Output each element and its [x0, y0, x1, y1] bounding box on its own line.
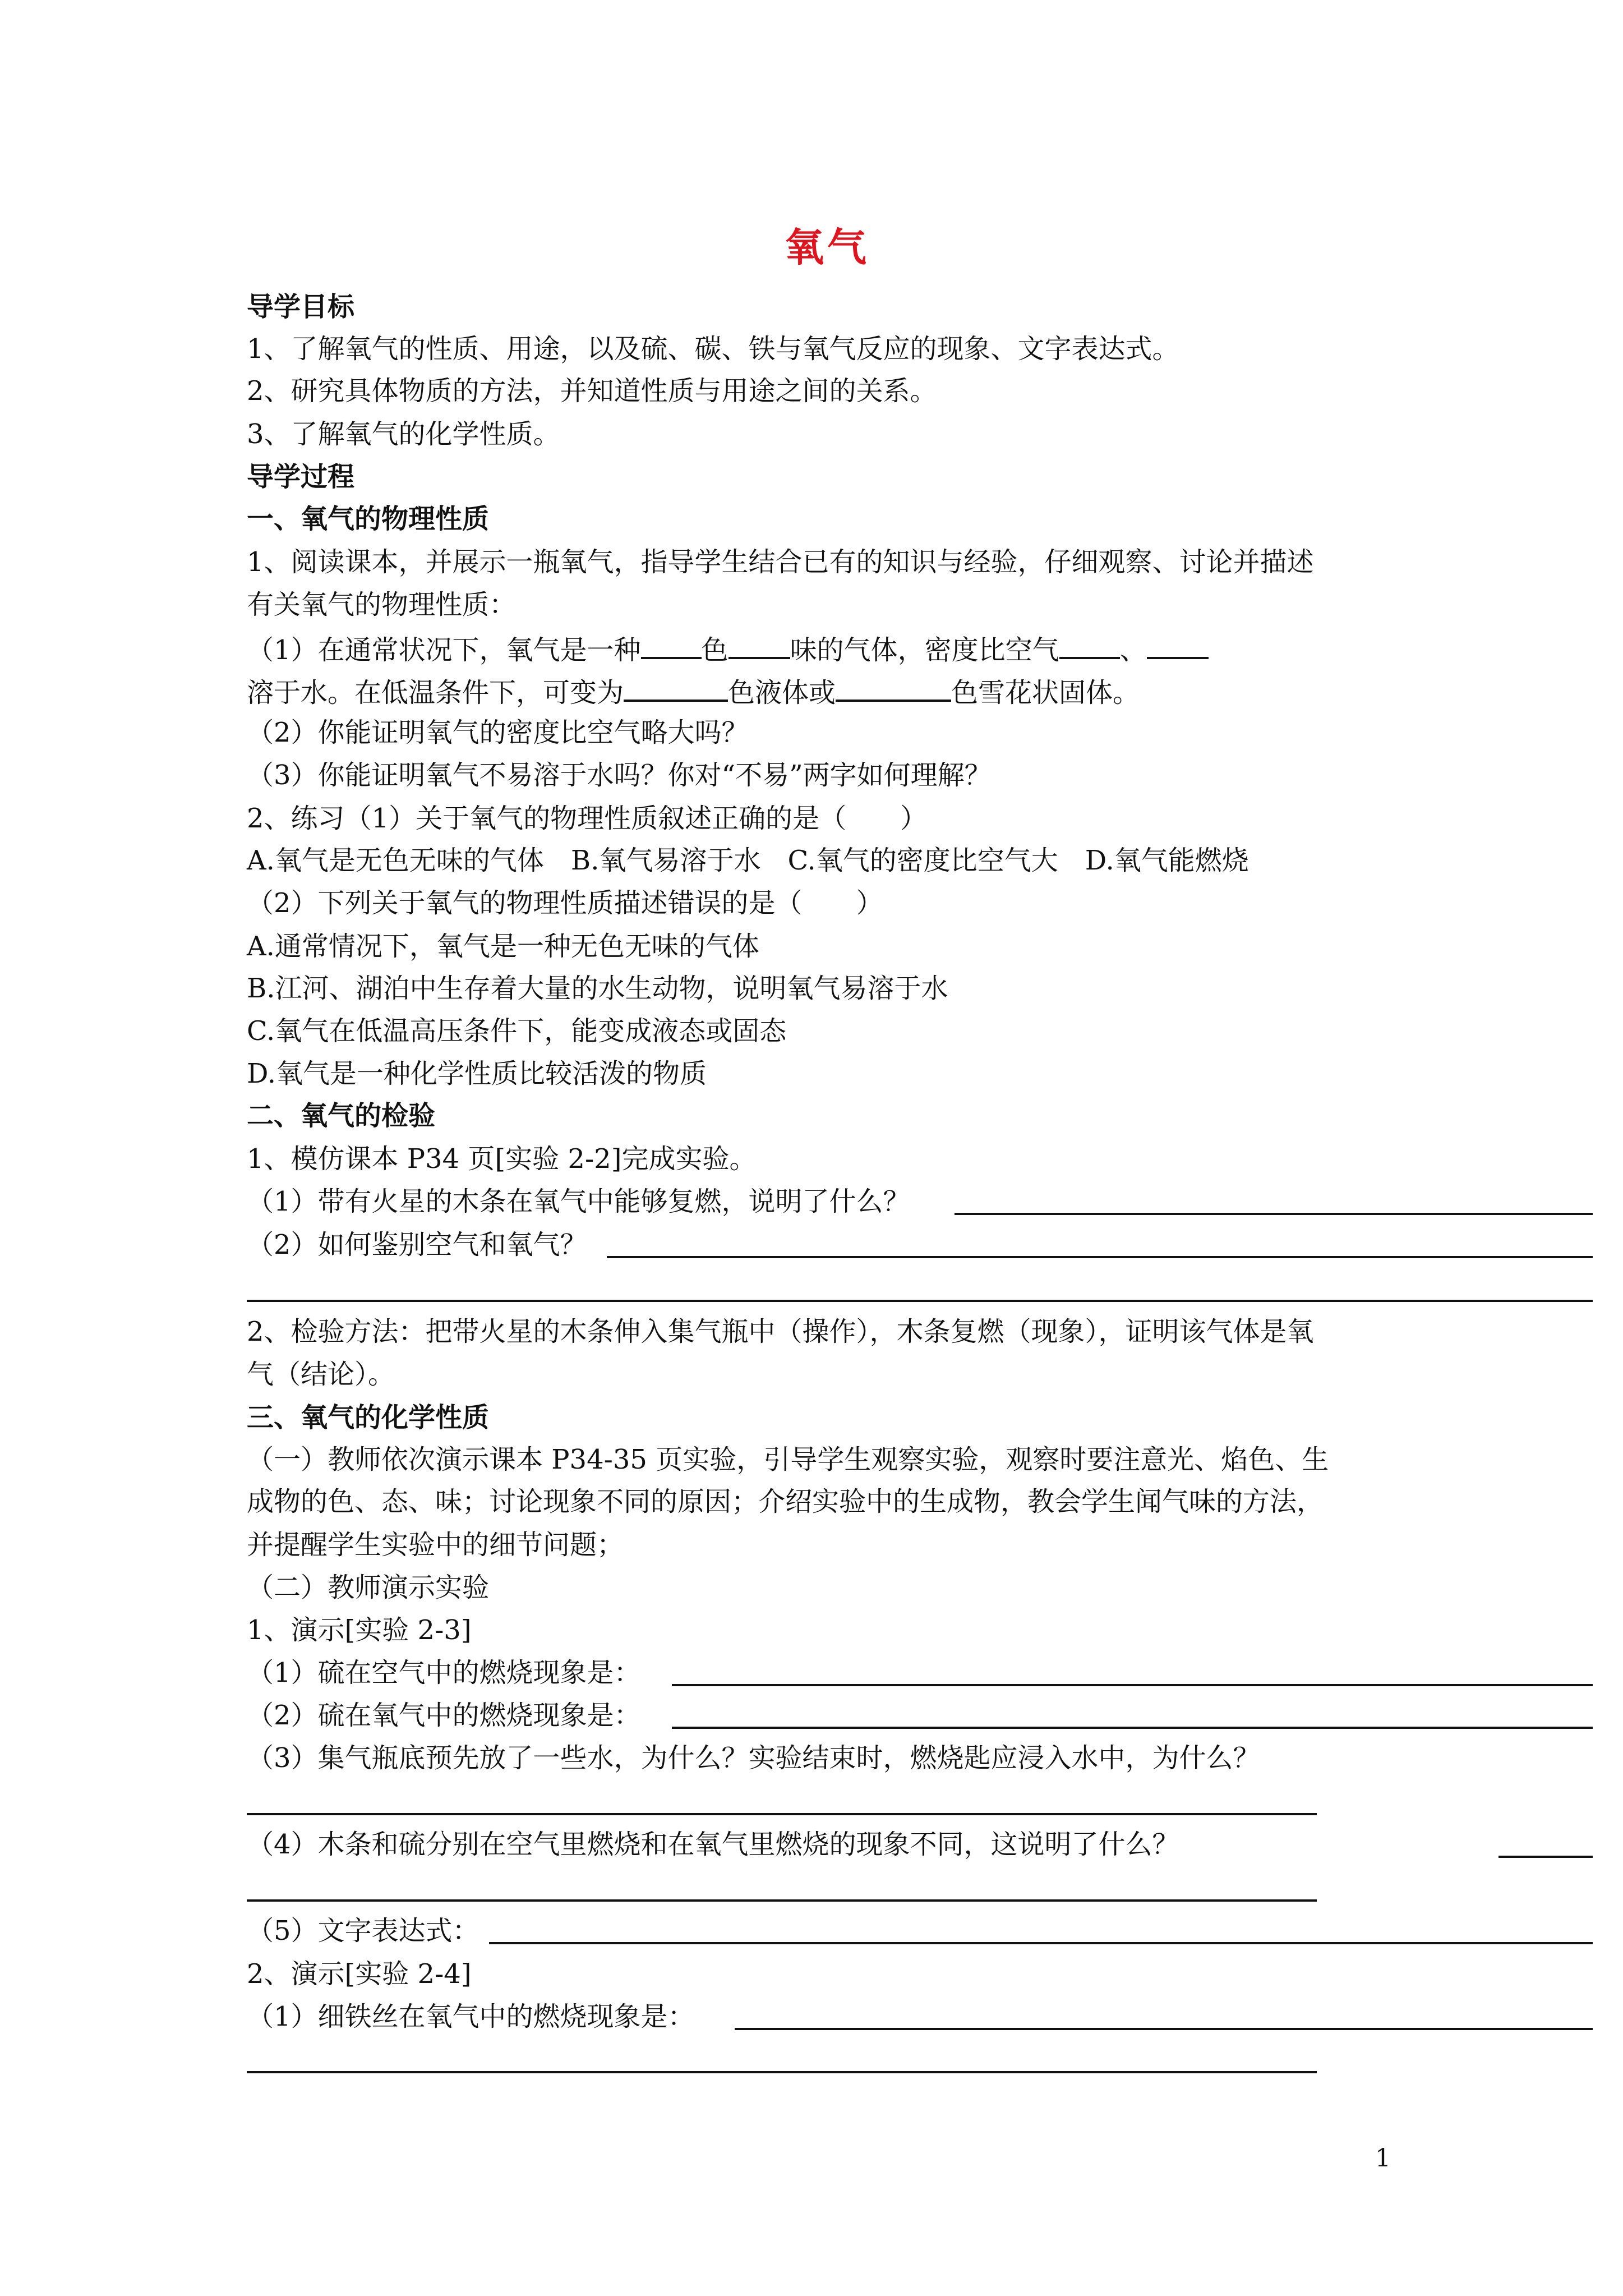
answer-line[interactable] — [955, 1213, 1593, 1215]
question-text: 、 — [1119, 634, 1147, 666]
answer-line[interactable] — [247, 1813, 1317, 1815]
question: （2）你能证明氧气的密度比空气略大吗？ — [247, 717, 749, 748]
question: （1）细铁丝在氧气中的燃烧现象是： — [247, 2001, 695, 2032]
paragraph: 1、模仿课本 P34 页[实验 2-2]完成实验。 — [247, 1143, 757, 1175]
section-3-heading: 三、氧气的化学性质 — [247, 1402, 490, 1433]
exercise-options: A.氧气是无色无味的气体 B.氧气易溶于水 C.氧气的密度比空气大 D.氧气能燃烧 — [247, 845, 1249, 876]
question-text: 味的气体，密度比空气 — [790, 634, 1059, 666]
process-heading: 导学过程 — [247, 461, 355, 493]
exercise-option: B.江河、湖泊中生存着大量的水生动物，说明氧气易溶于水 — [247, 973, 948, 1004]
paragraph: 2、检验方法：把带火星的木条伸入集气瓶中（操作），木条复燃（现象），证明该气体是氧 — [247, 1316, 1314, 1347]
answer-line[interactable] — [247, 1899, 1317, 1902]
blank-solubility[interactable] — [1147, 630, 1209, 659]
question: （1）带有火星的木条在氧气中能够复燃，说明了什么？ — [247, 1186, 910, 1217]
section-2-heading: 二、氧气的检验 — [247, 1100, 436, 1131]
blank-color[interactable] — [641, 630, 702, 659]
question-text: 色雪花状固体。 — [951, 677, 1140, 708]
question-text: 色 — [701, 634, 728, 666]
paragraph: 气（结论）。 — [247, 1359, 395, 1390]
page-number: 1 — [1375, 2144, 1391, 2173]
question: （3）集气瓶底预先放了一些水，为什么？实验结束时，燃烧匙应浸入水中，为什么？ — [247, 1742, 1260, 1774]
page-title: 氧气 — [785, 224, 870, 270]
paragraph: 成物的色、态、味；讨论现象不同的原因；介绍实验中的生成物，教会学生闻气味的方法， — [247, 1486, 1324, 1517]
answer-line[interactable] — [735, 2028, 1593, 2030]
goal-item: 3、了解氧气的化学性质。 — [247, 418, 560, 450]
answer-line[interactable] — [1498, 1856, 1593, 1858]
question: （3）你能证明氧气不易溶于水吗？你对“不易”两字如何理解？ — [247, 760, 992, 791]
blank-liquid-color[interactable] — [624, 673, 728, 702]
goal-item: 1、了解氧气的性质、用途，以及硫、碳、铁与氧气反应的现象、文字表达式。 — [247, 333, 1179, 365]
blank-smell[interactable] — [728, 630, 790, 659]
paragraph: 1、阅读课本，并展示一瓶氧气，指导学生结合已有的知识与经验，仔细观察、讨论并描述 — [247, 546, 1314, 578]
answer-line[interactable] — [607, 1256, 1593, 1258]
paragraph: 并提醒学生实验中的细节问题； — [247, 1529, 624, 1561]
question: （2）硫在氧气中的燃烧现象是： — [247, 1700, 641, 1731]
exercise-option: D.氧气是一种化学性质比较活泼的物质 — [247, 1058, 707, 1089]
exercise-option: A.通常情况下，氧气是一种无色无味的气体 — [247, 931, 759, 962]
question: （1）硫在空气中的燃烧现象是： — [247, 1657, 641, 1688]
blank-density[interactable] — [1059, 630, 1120, 659]
question-text: （1）在通常状况下，氧气是一种 — [247, 634, 641, 666]
answer-line[interactable] — [247, 1300, 1593, 1302]
exercise: 2、练习（1）关于氧气的物理性质叙述正确的是（ ） — [247, 803, 928, 834]
question-text: 色液体或 — [728, 677, 836, 708]
blank-solid-color[interactable] — [836, 673, 951, 702]
demo-heading: 2、演示[实验 2-4] — [247, 1958, 472, 1990]
goals-heading: 导学目标 — [247, 291, 355, 323]
exercise: （2）下列关于氧气的物理性质描述错误的是（ ） — [247, 887, 883, 919]
exercise-option: C.氧气在低温高压条件下，能变成液态或固态 — [247, 1015, 787, 1047]
fill-question-line-2 — [247, 673, 1140, 711]
paragraph: （一）教师依次演示课本 P34-35 页实验，引导学生观察实验，观察时要注意光、焰色、生 — [247, 1444, 1329, 1475]
section-1-heading: 一、氧气的物理性质 — [247, 503, 490, 535]
demo-heading: 1、演示[实验 2-3] — [247, 1614, 472, 1646]
paragraph: （二）教师演示实验 — [247, 1572, 490, 1603]
fill-question-line-1 — [247, 630, 1209, 668]
paragraph: 有关氧气的物理性质： — [247, 589, 517, 620]
answer-line[interactable] — [672, 1727, 1593, 1729]
goal-item: 2、研究具体物质的方法，并知道性质与用途之间的关系。 — [247, 375, 937, 407]
question: （2）如何鉴别空气和氧气？ — [247, 1229, 587, 1260]
question-text: 溶于水。在低温条件下，可变为 — [247, 677, 624, 708]
answer-line[interactable] — [672, 1684, 1593, 1686]
question: （5）文字表达式： — [247, 1915, 479, 1947]
answer-line[interactable] — [489, 1942, 1593, 1944]
answer-line[interactable] — [247, 2071, 1317, 2073]
question: （4）木条和硫分别在空气里燃烧和在氧气里燃烧的现象不同，这说明了什么？ — [247, 1829, 1179, 1860]
